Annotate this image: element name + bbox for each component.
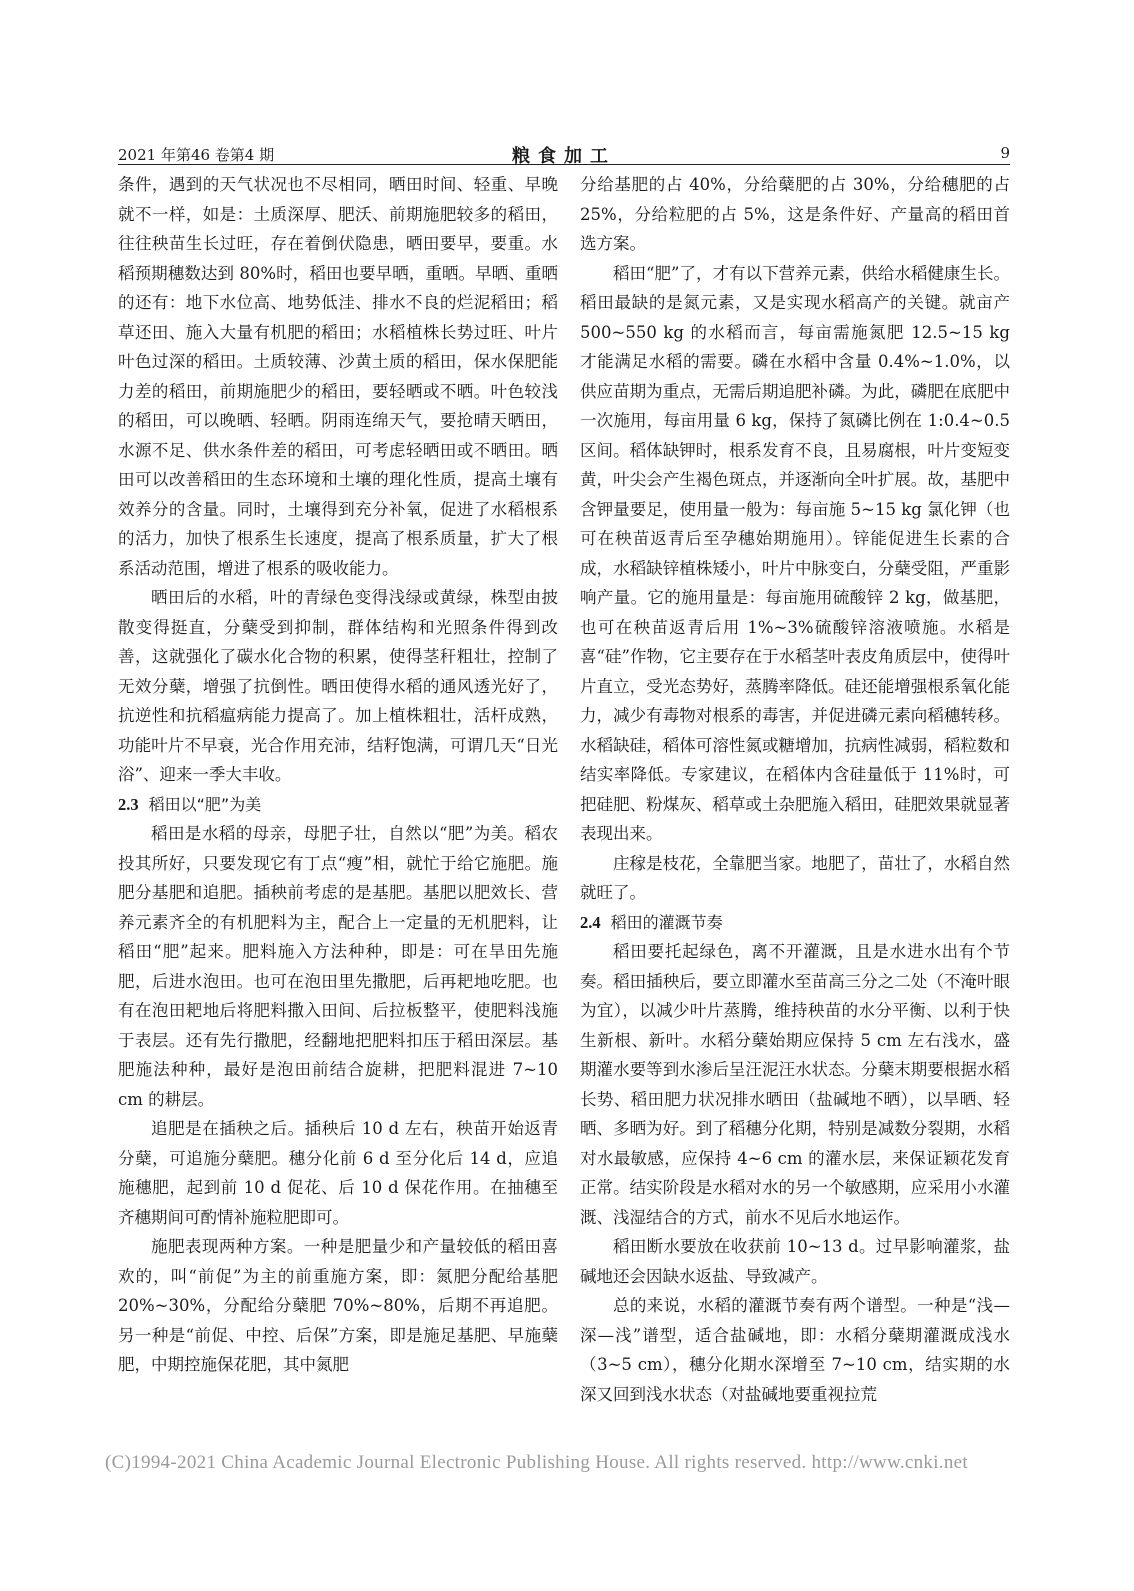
page-number: 9: [1000, 144, 1010, 162]
paragraph: 庄稼是枝花，全靠肥当家。地肥了，苗壮了，水稻自然就旺了。: [580, 853, 1010, 902]
paragraph: 稻田断水要放在收获前 10~13 d。过早影响灌浆，盐碱地还会因缺水返盐、导致减产。: [580, 1237, 1010, 1286]
issue-info: 2021 年第46 卷第4 期: [118, 146, 275, 164]
paragraph: 施肥表现两种方案。一种是肥量少和产量较低的稻田喜欢的，叫“前促”为主的前重施方案，即：氮肥分配给基肥 20%~30%，分配给分蘖肥 70%~80%，后期不再追肥。另一种是“前促、中控、后保”方案，即是施足基肥、早施蘖肥，中期控施保花肥，其中氮肥: [118, 1237, 558, 1374]
journal-name: 粮食加工: [512, 146, 616, 167]
section-title: 稻田的灌溉节奏: [610, 912, 723, 932]
section-heading-2-4: [580, 908, 1010, 938]
copyright-watermark: (C)1994-2021 China Academic Journal Electronic Publishing House. All rights reserved. http://www.cnki.net: [105, 1452, 968, 1473]
section-number: 2.3: [118, 794, 139, 814]
section-title: 稻田以“肥”为美: [148, 794, 262, 814]
paragraph: 稻田“肥”了，才有以下营养元素，供给水稻健康生长。稻田最缺的是氮元素，又是实现水稻高产的关键。就亩产 500~550 kg 的水稻而言，每亩需施氮肥 12.5~15 kg 才能满足水稻的需要。磷在水稻中含量 0.4%~1.0%，以供应苗期为重点，无需后期追肥补磷。为此，磷肥在底肥中一次施用，每亩用量 6 kg，保持了氮磷比例在 1:0.4~0.5 区间。稻体缺钾时，根系发育不良，且易腐根，叶片变短变黄，叶尖会产生褐色斑点，并逐渐向全叶扩展。故，基肥中含钾量要足，使用量一般为：每亩施 5~15 kg 氯化钾（也可在秧苗返青后至孕穗始期施用）。锌能促进生长素的合成，水稻缺锌植株矮小，叶片中脉变白，分蘖受阻，严重影响产量。它的施用量是：每亩施用硫酸锌 2 kg，做基肥，也可在秧苗返青后用 1%~3%硫酸锌溶液喷施。水稻是喜“硅”作物，它主要存在于水稻茎叶表皮角质层中，使得叶片直立，受光态势好，蒸腾率降低。硅还能增强根系氧化能力，减少有毒物对根系的毒害，并促进磷元素向稻穗转移。水稻缺硅，稻体可溶性氮或糖增加，抗病性减弱，稻粒数和结实率降低。专家建议，在稻体内含硅量低于 11%时，可把硅肥、粉煤灰、稻草或土杂肥施入稻田，硅肥效果就显著表现出来。: [580, 263, 1010, 843]
paragraph: 条件，遇到的天气状况也不尽相同，晒田时间、轻重、早晚就不一样，如是：土质深厚、肥沃、前期施肥较多的稻田，往往秧苗生长过旺，存在着倒伏隐患，晒田要早，要重。水稻预期穗数达到 80%时，稻田也要早晒，重晒。早晒、重晒的还有：地下水位高、地势低洼、排水不良的烂泥稻田；稻草还田、施入大量有机肥的稻田；水稻植株长势过旺、叶片叶色过深的稻田。土质较薄、沙黄土质的稻田，保水保肥能力差的稻田，前期施肥少的稻田，要轻晒或不晒。叶色较浅的稻田，可以晚晒、轻晒。阴雨连绵天气，要抢晴天晒田，水源不足、供水条件差的稻田，可考虑轻晒田或不晒田。晒田可以改善稻田的生态环境和土壤的理化性质，提高土壤有效养分的含量。同时，土壤得到充分补氧，促进了水稻根系的活力，加快了根系生长速度，提高了根系质量，扩大了根系活动范围，增进了根系的吸收能力。: [118, 175, 558, 578]
paragraph: 晒田后的水稻，叶的青绿色变得浅绿或黄绿，株型由披散变得挺直，分蘖受到抑制，群体结构和光照条件得到改善，这就强化了碳水化合物的积累，使得茎秆粗壮，控制了无效分蘖，增强了抗倒性。晒田使得水稻的通风透光好了，抗逆性和抗稻瘟病能力提高了。加上植株粗壮，活杆成熟，功能叶片不早衰，光合作用充沛，结籽饱满，可谓几天“日光浴”、迎来一季大丰收。: [118, 588, 558, 784]
paragraph: 总的来说，水稻的灌溉节奏有两个谱型。一种是“浅—深—浅”谱型，适合盐碱地，即：水稻分蘖期灌溉成浅水（3~5 cm），穗分化期水深增至 7~10 cm，结实期的水深又回到浅水状态（对盐碱地要重视拉荒: [580, 1296, 1010, 1404]
paragraph: 追肥是在插秧之后。插秧后 10 d 左右，秧苗开始返青分蘖，可追施分蘖肥。穗分化前 6 d 至分化后 14 d，应追施穗肥，起到前 10 d 促花、后 10 d 保花作用。在抽穗至齐穗期间可酌情补施粒肥即可。: [118, 1119, 558, 1227]
paragraph: 分给基肥的占 40%，分给蘖肥的占 30%，分给穗肥的占 25%，分给粒肥的占 5%，这是条件好、产量高的稻田首选方案。: [580, 175, 1010, 253]
paragraph: 稻田要托起绿色，离不开灌溉，且是水进水出有个节奏。稻田插秧后，要立即灌水至苗高三分之二处（不淹叶眼为宜），以减少叶片蒸腾，维持秧苗的水分平衡、以利于快生新根、新叶。水稻分蘖始期应保持 5 cm 左右浅水，盛期灌水要等到水渗后呈汪泥汪水状态。分蘖末期要根据水稻长势、稻田肥力状况排水晒田（盐碱地不晒），以旱晒、轻晒、多晒为好。到了稻穗分化期，特别是减数分裂期，水稻对水最敏感，应保持 4~6 cm 的灌水层，来保证颖花发育正常。结实阶段是水稻对水的另一个敏感期，应采用小水灌溉、浅湿结合的方式，前水不见后水地运作。: [580, 942, 1010, 1227]
paragraph: 稻田是水稻的母亲，母肥子壮，自然以“肥”为美。稻农投其所好，只要发现它有丁点“瘦”相，就忙于给它施肥。施肥分基肥和追肥。插秧前考虑的是基肥。基肥以肥效长、营养元素齐全的有机肥料为主，配合上一定量的无机肥料，让稻田“肥”起来。肥料施入方法种种，即是：可在旱田先施肥，后进水泡田。也可在泡田里先撒肥，后再耙地吃肥。也有在泡田耙地后将肥料撒入田间、后拉板整平，使肥料浅施于表层。还有先行撒肥，经翻地把肥料扣压于稻田深层。基肥施法种种，最好是泡田前结合旋耕，把肥料混进 7~10 cm 的耕层。: [118, 824, 558, 1109]
left-column: [118, 170, 558, 1480]
section-number: 2.4: [580, 912, 601, 932]
header-rule: [118, 164, 1010, 165]
section-heading-2-3: [118, 790, 558, 820]
right-column: [580, 170, 1010, 1480]
